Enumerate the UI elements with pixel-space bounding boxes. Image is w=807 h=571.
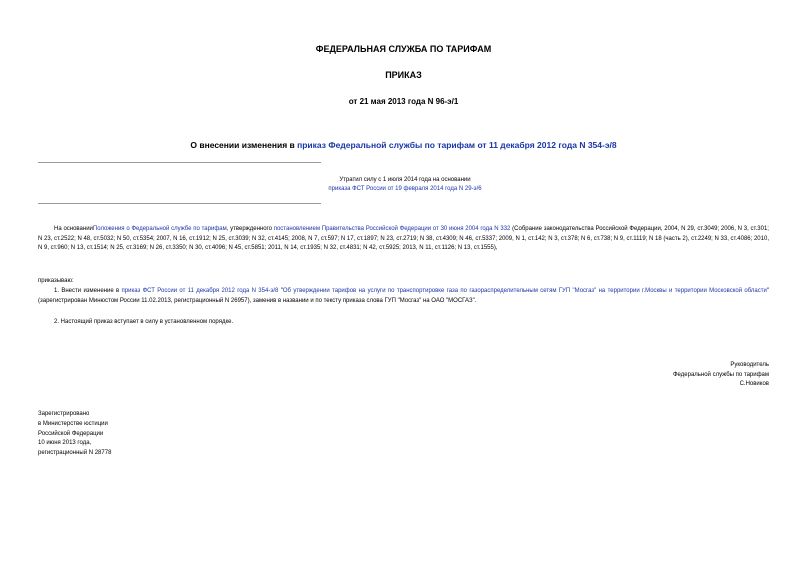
title-order-link[interactable]: приказ Федеральной службы по тарифам от 11 декабря 2012 года N 354-э/8	[297, 140, 617, 150]
registration-line-2: в Министерстве юстиции	[38, 420, 108, 427]
title-prefix: О внесении изменения в	[190, 140, 298, 150]
signature-name: С.Новиков	[739, 381, 769, 388]
date-number-heading: от 21 мая 2013 года N 96-э/1	[348, 97, 459, 106]
status-note	[300, 176, 510, 194]
document-title	[0, 140, 807, 150]
agency-heading: ФЕДЕРАЛЬНАЯ СЛУЖБА ПО ТАРИФАМ	[315, 44, 492, 54]
item-1-text-2: "	[278, 288, 283, 294]
note-top-divider	[38, 162, 321, 163]
registration-line-4: 10 июня 2013 года,	[38, 440, 92, 447]
item-1-text-3: " (зарегистрирован Минюстом России 11.02.2013, регистрационный N 26957), заменив в названии и по тексту приказа слова ГУП "Мосгаз" на ОАО "МОСГАЗ".	[38, 288, 770, 304]
tariff-title-link[interactable]: Об утверждении тарифов на услуги по транспортировке газа по газораспределительным сетям ГУП "Мосгаз" на территории г.Москвы и территории Московской области	[282, 288, 767, 294]
basis-paragraph	[38, 225, 769, 254]
basis-text-1: На основании	[54, 226, 93, 232]
government-decree-link[interactable]: постановлением Правительства Российской Федерации от 30 июня 2004 года N 332	[273, 226, 511, 232]
status-note-link[interactable]: приказа ФСТ России от 19 февраля 2014 года N 29-э/6	[328, 186, 482, 192]
registration-line-1: Зарегистрировано	[38, 411, 90, 417]
registration-line-5: регистрационный N 28778	[38, 450, 112, 457]
signature-position: Руководитель	[730, 362, 769, 368]
basis-text-2: , утвержденного	[226, 226, 274, 232]
document-type-heading: ПРИКАЗ	[385, 70, 422, 80]
signature-block	[673, 361, 769, 390]
status-note-text: Утратил силу с 1 июля 2014 года на основании	[339, 177, 471, 183]
note-bottom-divider	[38, 203, 321, 204]
regulation-link[interactable]: Положения о Федеральной службе по тарифам	[92, 226, 227, 232]
item-1-text-1: 1. Внести изменение в	[54, 288, 122, 294]
registration-line-3: Российской Федерации	[38, 430, 104, 437]
item-1-paragraph	[38, 287, 769, 306]
signature-agency: Федеральной службы по тарифам	[673, 371, 769, 378]
item-2-paragraph: 2. Настоящий приказ вступает в силу в установленном порядке.	[54, 319, 234, 325]
registration-block	[38, 410, 111, 459]
basis-text-3: (Собрание законодательства Российской Федерации, 2004, N 29, ст.3049; 2006, N 3, ст.301; N 23, ст.2522; N 48, ст.5032; N 50, ст.5354; 2007, N 16, ст.1912; N 25, ст.3039; N 32, ст.4145; 2008, N 7, ст.597; N 17, ст.1897; N 23, ст.2719; N 38, ст.4309; N 46, ст.5337; 2009, N 1, ст.142; N 3, ст.378; N 6, ст.738; N 9, ст.1119; N 18 (часть 2), ст.2249; N 33, ст.4086; 2010, N 9, ст.960; N 13, ст.1514; N 25, ст.3169; N 26, ст.3350; N 30, ст.4096; N 45, ст.5851; 2011, N 14, ст.1935; N 32, ст.4831; N 42, ст.5925; 2013, N 11, ст.1126; N 13, ст.1555),	[38, 226, 769, 252]
amended-order-link[interactable]: приказ ФСТ России от 11 декабря 2012 года N 354-э/8	[121, 288, 279, 294]
order-word: приказываю:	[38, 278, 74, 284]
